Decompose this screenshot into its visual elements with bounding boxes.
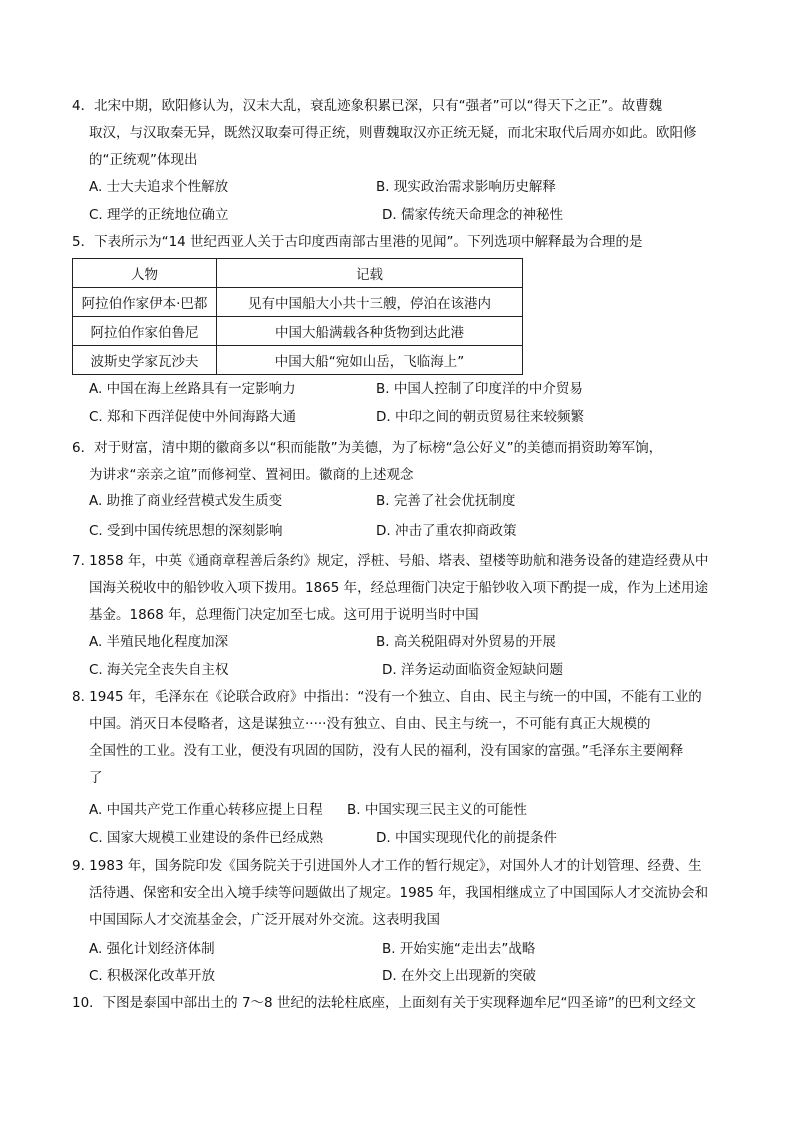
option-c: C. 受到中国传统思想的深刻影响 (89, 523, 283, 539)
table-row (73, 317, 523, 346)
option-b: B. 中国人控制了印度洋的中介贸易 (376, 381, 583, 397)
question-stem-line: 8. 1945 年，毛泽东在《论联合政府》中指出：“没有一个独立、自由、民主与统一的中国，不能有工业的 (72, 689, 702, 705)
option-b: B. 中国实现三民主义的可能性 (347, 802, 527, 818)
table-header-record: 记载 (217, 259, 523, 288)
option-d: D. 中印之间的朝贡贸易往来较频繁 (376, 409, 584, 425)
question-stem-line: 活待遇、保密和安全出入境手续等问题做出了规定。1985 年，我国相继成立了中国国际人才交流协会和 (89, 885, 709, 901)
question-stem-line: 4．北宋中期，欧阳修认为，汉末大乱，衰乱迹象积累已深，只有“强者”可以“得天下之正”。故曹魏 (72, 98, 663, 114)
table-header-person: 人物 (73, 259, 217, 288)
question-stem-line: 基金。1868 年，总理衙门决定加至七成。这可用于说明当时中国 (89, 607, 479, 623)
option-b: B. 现实政治需求影响历史解释 (376, 179, 556, 195)
question-stem-line: 了 (89, 770, 103, 786)
table-cell-record: 中国大船“宛如山岳，飞临海上” (217, 346, 523, 375)
option-a: A. 强化计划经济体制 (89, 941, 215, 957)
option-a: A. 中国共产党工作重心转移应提上日程 (89, 802, 323, 818)
question-stem-line: 为讲求“亲亲之谊”而修祠堂、置祠田。徽商的上述观念 (89, 467, 414, 483)
question-stem-line: 5．下表所示为“14 世纪西亚人关于古印度西南部古里港的见闻”。下列选项中解释最为合理的是 (72, 234, 643, 250)
question-stem-line: 中国。消灭日本侵略者，这是谋独立·····没有独立、自由、民主与统一，不可能有真正大规模的 (89, 716, 651, 732)
option-d: D. 冲击了重农抑商政策 (376, 523, 517, 539)
option-b: B. 高关税阻碍对外贸易的开展 (376, 634, 556, 650)
option-d: D. 在外交上出现新的突破 (382, 968, 536, 984)
table-cell-person: 阿拉伯作家伊本·巴都 (73, 288, 217, 317)
question-stem-line: 7. 1858 年，中英《通商章程善后条约》规定，浮桩、号船、塔表、望楼等助航和港务设备的建造经费从中 (72, 553, 709, 569)
table-cell-person: 波斯史学家瓦沙夫 (73, 346, 217, 375)
option-b: B. 开始实施“走出去”战略 (382, 941, 536, 957)
records-table (72, 258, 523, 375)
table-cell-record: 中国大船满载各种货物到达此港 (217, 317, 523, 346)
option-c: C. 海关完全丧失自主权 (89, 662, 229, 678)
question-stem-line: 9. 1983 年，国务院印发《国务院关于引进国外人才工作的暂行规定》，对国外人才的计划管理、经费、生 (72, 858, 702, 874)
table-header-row (73, 259, 523, 288)
question-stem-line: 6．对于财富，清中期的徽商多以“积而能散”为美德，为了标榜“急公好义”的美德而捐资助筹军饷， (72, 440, 663, 456)
question-stem-line: 中国国际人才交流基金会，广泛开展对外交流。这表明我国 (89, 912, 440, 928)
question-stem-line: 10．下图是泰国中部出土的 7～8 世纪的法轮柱底座，上面刻有关于实现释迦牟尼“四圣谛”的巴利文经文 (72, 995, 696, 1011)
option-b: B. 完善了社会优抚制度 (376, 493, 516, 509)
question-stem-line: 的“正统观”体现出 (89, 152, 198, 168)
option-d: D. 儒家传统天命理念的神秘性 (382, 207, 563, 223)
table-cell-record: 见有中国船大小共十三艘，停泊在该港内 (217, 288, 523, 317)
table-cell-person: 阿拉伯作家伯鲁尼 (73, 317, 217, 346)
question-stem-line: 取汉，与汉取秦无异，既然汉取秦可得正统，则曹魏取汉亦正统无疑，而北宋取代后周亦如此。欧阳修 (89, 125, 697, 141)
table-row (73, 288, 523, 317)
option-a: A. 中国在海上丝路具有一定影响力 (89, 381, 296, 397)
question-stem-line: 国海关税收中的船钞收入项下拨用。1865 年，经总理衙门决定于船钞收入项下酌提一成，作为上述用途 (89, 580, 709, 596)
option-c: C. 积极深化改革开放 (89, 968, 216, 984)
option-a: A. 士大夫追求个性解放 (89, 179, 229, 195)
option-d: D. 中国实现现代化的前提条件 (376, 830, 557, 846)
question-stem-line: 全国性的工业。没有工业，便没有巩固的国防，没有人民的福利，没有国家的富强。”毛泽东主要阐释 (89, 743, 684, 759)
option-c: C. 郑和下西洋促使中外间海路大通 (89, 409, 297, 425)
option-d: D. 洋务运动面临资金短缺问题 (382, 662, 563, 678)
option-c: C. 理学的正统地位确立 (89, 207, 229, 223)
option-c: C. 国家大规模工业建设的条件已经成熟 (89, 830, 324, 846)
option-a: A. 半殖民地化程度加深 (89, 634, 229, 650)
table-row (73, 346, 523, 375)
option-a: A. 助推了商业经营模式发生质变 (89, 493, 283, 509)
